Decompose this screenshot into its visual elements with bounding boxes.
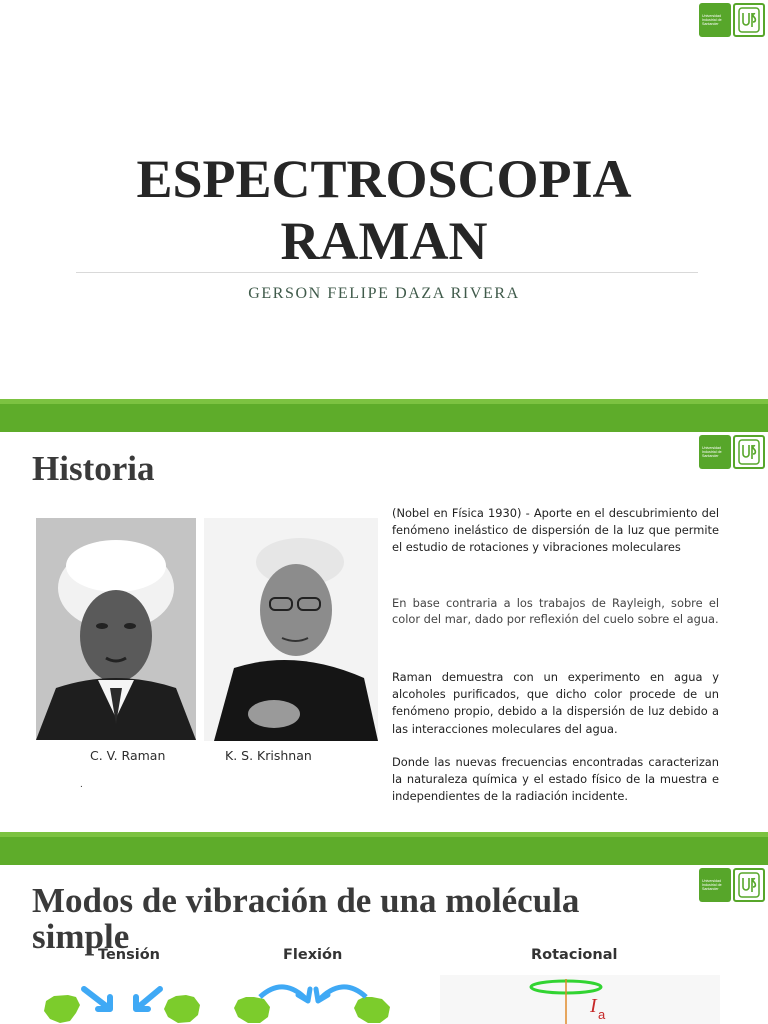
title-line: RAMAN [280, 211, 488, 271]
mode-label-tension: Tensión [98, 947, 161, 963]
section-heading: Historia [32, 449, 155, 488]
logo-line: Universidad [702, 13, 721, 18]
flexion-diagram [232, 975, 397, 1024]
logo-line: Industrial de [702, 449, 722, 454]
logo-line: Universidad [702, 445, 721, 450]
paragraph: En base contraria a los trabajos de Rayleigh, sobre el color del mar, dado por reflexión del cuelo sobre el agua. [392, 596, 719, 626]
green-band [0, 399, 768, 432]
mode-label-flexion: Flexión [283, 947, 343, 963]
raman-portrait [36, 518, 196, 740]
section-heading: Modos de vibración de una molécula simple [32, 881, 580, 956]
rotational-diagram [440, 975, 720, 1024]
historia-slide [0, 432, 768, 832]
paragraph: Raman demuestra con un experimento en agua y alcoholes purificados, que dicho color procede de un fenómeno propio, debido a la dispersión de luz debido a las interacciones moleculares del agua. [392, 670, 719, 736]
mode-label-rotational: Rotacional [531, 947, 618, 963]
logo-line: Santander [702, 22, 719, 27]
title-slide [0, 0, 768, 399]
logo-line: Industrial de [702, 17, 722, 22]
logo-text [699, 868, 731, 902]
tension-diagram [40, 975, 210, 1024]
krishnan-portrait [204, 518, 378, 741]
vibration-modes-slide [0, 865, 768, 1024]
arrow-icon [136, 989, 160, 1009]
uis-mark-icon [733, 3, 765, 37]
uis-logo [699, 868, 765, 902]
stray-dot: . [80, 779, 83, 790]
presentation-title [0, 148, 768, 272]
photo-caption: K. S. Krishnan [225, 748, 312, 763]
arrow-icon [84, 989, 110, 1009]
rotation-label: I [590, 995, 597, 1017]
atom-icon [164, 995, 200, 1023]
logo-line: Industrial de [702, 882, 722, 887]
atom-icon [234, 997, 270, 1023]
uis-logo [699, 3, 765, 37]
photo-caption: C. V. Raman [90, 748, 166, 763]
uis-mark-icon [733, 435, 765, 469]
logo-line: Santander [702, 454, 719, 459]
logo-text [699, 435, 731, 469]
logo-line: Universidad [702, 878, 721, 883]
rotation-subscript: a [598, 1007, 606, 1022]
paragraph: Donde las nuevas frecuencias encontradas caracterizan la naturaleza química y el estado físico de la muestra e independientes de la radiación incidente. [392, 755, 719, 804]
uis-logo [699, 435, 765, 469]
logo-text [699, 3, 731, 37]
title-line: ESPECTROSCOPIA [136, 149, 632, 209]
atom-icon [354, 997, 390, 1023]
paragraph: (Nobel en Física 1930) - Aporte en el descubrimiento del fenómeno inelástico de dispersión de la luz que permite el estudio de rotaciones y vibraciones moleculares [392, 506, 719, 555]
title-divider [76, 272, 698, 273]
author-subtitle: GERSON FELIPE DAZA RIVERA [248, 285, 520, 302]
atom-icon [44, 995, 80, 1023]
green-band [0, 832, 768, 865]
logo-line: Santander [702, 887, 719, 892]
uis-mark-icon [733, 868, 765, 902]
